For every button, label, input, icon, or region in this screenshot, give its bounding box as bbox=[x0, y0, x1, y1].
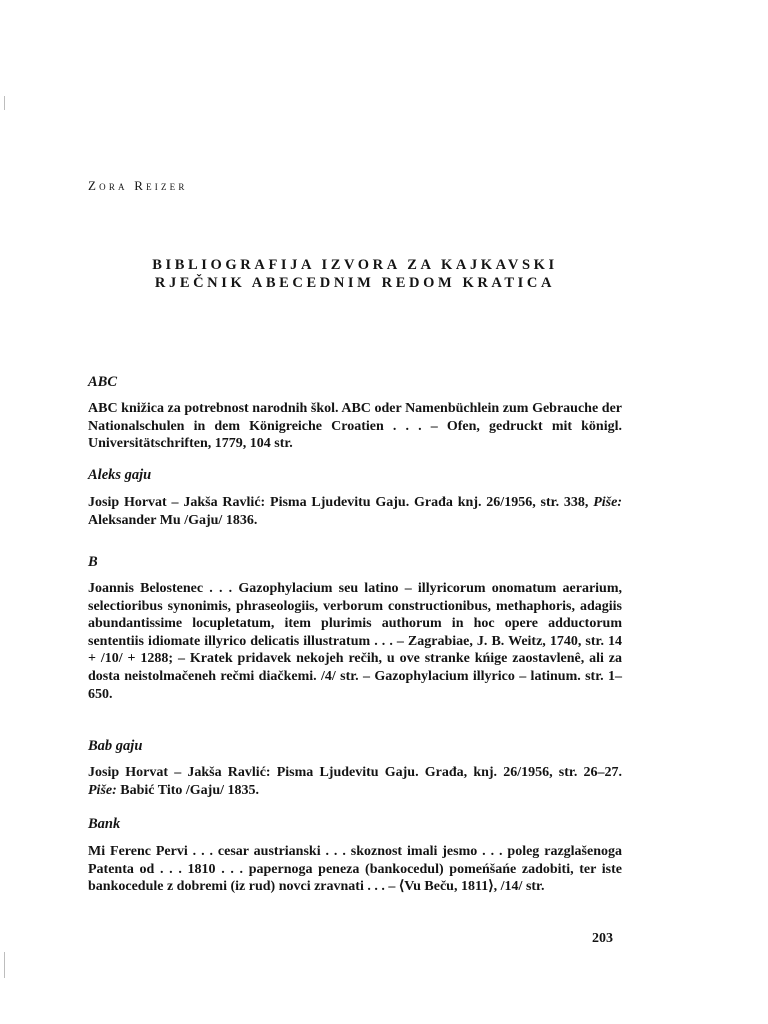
entry-heading-b: B bbox=[88, 554, 98, 570]
page-number: 203 bbox=[592, 931, 613, 946]
entry-text-bab-gaju-pise: Piše: bbox=[88, 782, 117, 798]
entry-text-aleks-gaju-pise: Piše: bbox=[593, 495, 622, 510]
entry-text-b: Joannis Belostenec . . . Gazophylacium seu latino – illyricorum onomatum aerarium, selectioribus synonimis, phraseologiis, verborum constructionibus, methaphoris, adagiis abundantissime locupletatum, item plurimis authorum in hoc opere adductorum sententiis idiomate illyrico delicatis illustratum . . . – Zagrabiae, J. B. Weitz, 1740, str. 14 + /10/ + 1288; – Kratek pridavek nekojeh rečih, u ove stranke kńige zaostavlenê, ali za dosta neistolmačeneh rečmi diačkemi. /4/ str. – Gazophylacium illyrico – latinum. str. 1–650. bbox=[88, 581, 622, 702]
entry-heading-aleks-gaju: Aleks gaju bbox=[88, 467, 152, 483]
margin-mark-top bbox=[4, 96, 5, 110]
margin-mark-bottom bbox=[4, 952, 5, 978]
entry-text-bab-gaju bbox=[88, 764, 622, 799]
entry-text-bank: Mi Ferenc Pervi . . . cesar austrianski . . . skoznost imali jesmo . . . poleg razglašenoga Patenta od . . . 1810 . . . papernoga peneza (bankocedul) pomeńšańe zadobiti, ter iste bankocedule z dobremi (iz rud) novci zravnati . . . – ⟨Vu Beču, 1811⟩, /14/ str. bbox=[88, 844, 622, 895]
title-line-2: RJEČNIK ABECEDNIM REDOM KRATICA bbox=[154, 275, 556, 291]
entry-text-aleks-gaju-part2: Aleksander Mu /Gaju/ 1836. bbox=[88, 512, 258, 528]
entry-text-bab-gaju-part2: Babić Tito /Gaju/ 1835. bbox=[116, 782, 259, 798]
title-line-1: BIBLIOGRAFIJA IZVORA ZA KAJKAVSKI bbox=[152, 257, 558, 273]
entry-text-abc: ABC knižica za potrebnost narodnih škol. ABC oder Namenbüchlein zum Gebrauche der Nationalschulen in dem Königreiche Croatien . . . – Ofen, gedruckt mit königl. Universitätschriften, 1779, 104 str. bbox=[88, 401, 622, 452]
entry-heading-bank: Bank bbox=[88, 816, 121, 832]
entry-text-aleks-gaju bbox=[88, 494, 622, 529]
entry-text-bab-gaju-part1: Josip Horvat – Jakša Ravlić: Pisma Ljudevitu Gaju. Građa, knj. 26/1956, str. 26–27. bbox=[88, 765, 622, 780]
entry-heading-abc: ABC bbox=[88, 374, 118, 390]
author-name: Zora Reizer bbox=[88, 178, 188, 193]
entry-text-aleks-gaju-part1: Josip Horvat – Jakša Ravlić: Pisma Ljudevitu Gaju. Građa knj. 26/1956, str. 338, bbox=[88, 495, 594, 510]
document-title bbox=[0, 256, 710, 292]
entry-heading-bab-gaju: Bab gaju bbox=[88, 738, 143, 754]
